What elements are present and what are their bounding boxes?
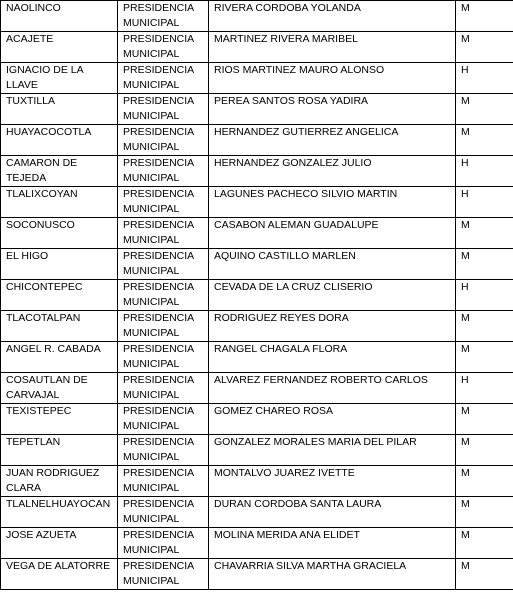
gender-cell: M bbox=[456, 32, 513, 63]
gender-cell: M bbox=[456, 466, 513, 497]
municipality-cell: JUAN RODRIGUEZ CLARA bbox=[1, 466, 118, 497]
gender-cell: H bbox=[456, 63, 513, 94]
position-cell: PRESIDENCIA MUNICIPAL bbox=[118, 125, 209, 156]
municipality-cell: ANGEL R. CABADA bbox=[1, 342, 118, 373]
gender-cell: M bbox=[456, 435, 513, 466]
municipality-cell: TUXTILLA bbox=[1, 94, 118, 125]
candidate-name-cell: HERNANDEZ GUTIERREZ ANGELICA bbox=[209, 125, 456, 156]
candidate-name-cell: ALVAREZ FERNANDEZ ROBERTO CARLOS bbox=[209, 373, 456, 404]
table-row bbox=[1, 280, 513, 311]
position-cell: PRESIDENCIA MUNICIPAL bbox=[118, 280, 209, 311]
position-cell: PRESIDENCIA MUNICIPAL bbox=[118, 528, 209, 559]
position-cell: PRESIDENCIA MUNICIPAL bbox=[118, 311, 209, 342]
table-row bbox=[1, 249, 513, 280]
table-row bbox=[1, 1, 513, 32]
municipality-cell: HUAYACOCOTLA bbox=[1, 125, 118, 156]
position-cell: PRESIDENCIA MUNICIPAL bbox=[118, 497, 209, 528]
position-cell: PRESIDENCIA MUNICIPAL bbox=[118, 249, 209, 280]
table-row bbox=[1, 94, 513, 125]
table-body bbox=[1, 1, 513, 590]
gender-cell: M bbox=[456, 559, 513, 590]
candidate-name-cell: CEVADA DE LA CRUZ CLISERIO bbox=[209, 280, 456, 311]
table-row bbox=[1, 404, 513, 435]
municipality-cell: TLALIXCOYAN bbox=[1, 187, 118, 218]
municipality-cell: ACAJETE bbox=[1, 32, 118, 63]
table-row bbox=[1, 125, 513, 156]
gender-cell: H bbox=[456, 373, 513, 404]
candidate-name-cell: RODRIGUEZ REYES DORA bbox=[209, 311, 456, 342]
table-row bbox=[1, 373, 513, 404]
table-row bbox=[1, 311, 513, 342]
table-row bbox=[1, 559, 513, 590]
gender-cell: H bbox=[456, 280, 513, 311]
candidate-name-cell: RIOS MARTINEZ MAURO ALONSO bbox=[209, 63, 456, 94]
municipality-cell: CHICONTEPEC bbox=[1, 280, 118, 311]
table-row bbox=[1, 63, 513, 94]
gender-cell: M bbox=[456, 94, 513, 125]
municipality-cell: TLALNELHUAYOCAN bbox=[1, 497, 118, 528]
municipality-cell: JOSE AZUETA bbox=[1, 528, 118, 559]
municipality-cell: COSAUTLAN DE CARVAJAL bbox=[1, 373, 118, 404]
municipality-cell: CAMARON DE TEJEDA bbox=[1, 156, 118, 187]
position-cell: PRESIDENCIA MUNICIPAL bbox=[118, 1, 209, 32]
table-row bbox=[1, 32, 513, 63]
gender-cell: M bbox=[456, 404, 513, 435]
position-cell: PRESIDENCIA MUNICIPAL bbox=[118, 466, 209, 497]
gender-cell: M bbox=[456, 218, 513, 249]
table-row bbox=[1, 528, 513, 559]
candidate-name-cell: GONZALEZ MORALES MARIA DEL PILAR bbox=[209, 435, 456, 466]
municipality-cell: TEXISTEPEC bbox=[1, 404, 118, 435]
table-row bbox=[1, 342, 513, 373]
position-cell: PRESIDENCIA MUNICIPAL bbox=[118, 404, 209, 435]
candidate-name-cell: MONTALVO JUAREZ IVETTE bbox=[209, 466, 456, 497]
table-row bbox=[1, 497, 513, 528]
position-cell: PRESIDENCIA MUNICIPAL bbox=[118, 435, 209, 466]
gender-cell: M bbox=[456, 311, 513, 342]
gender-cell: M bbox=[456, 1, 513, 32]
candidate-name-cell: MARTINEZ RIVERA MARIBEL bbox=[209, 32, 456, 63]
candidate-name-cell: RANGEL CHAGALA FLORA bbox=[209, 342, 456, 373]
municipality-cell: VEGA DE ALATORRE bbox=[1, 559, 118, 590]
position-cell: PRESIDENCIA MUNICIPAL bbox=[118, 218, 209, 249]
gender-cell: M bbox=[456, 528, 513, 559]
table-row bbox=[1, 435, 513, 466]
candidate-name-cell: RIVERA CORDOBA YOLANDA bbox=[209, 1, 456, 32]
gender-cell: H bbox=[456, 187, 513, 218]
municipality-cell: SOCONUSCO bbox=[1, 218, 118, 249]
candidate-name-cell: CHAVARRIA SILVA MARTHA GRACIELA bbox=[209, 559, 456, 590]
gender-cell: M bbox=[456, 342, 513, 373]
position-cell: PRESIDENCIA MUNICIPAL bbox=[118, 187, 209, 218]
gender-cell: M bbox=[456, 125, 513, 156]
table-row bbox=[1, 218, 513, 249]
candidate-name-cell: HERNANDEZ GONZALEZ JULIO bbox=[209, 156, 456, 187]
table-row bbox=[1, 187, 513, 218]
candidate-name-cell: AQUINO CASTILLO MARLEN bbox=[209, 249, 456, 280]
position-cell: PRESIDENCIA MUNICIPAL bbox=[118, 559, 209, 590]
position-cell: PRESIDENCIA MUNICIPAL bbox=[118, 94, 209, 125]
gender-cell: M bbox=[456, 497, 513, 528]
candidate-name-cell: PEREA SANTOS ROSA YADIRA bbox=[209, 94, 456, 125]
candidate-name-cell: DURAN CORDOBA SANTA LAURA bbox=[209, 497, 456, 528]
position-cell: PRESIDENCIA MUNICIPAL bbox=[118, 32, 209, 63]
position-cell: PRESIDENCIA MUNICIPAL bbox=[118, 63, 209, 94]
table-row bbox=[1, 156, 513, 187]
gender-cell: M bbox=[456, 249, 513, 280]
municipality-cell: TLACOTALPAN bbox=[1, 311, 118, 342]
position-cell: PRESIDENCIA MUNICIPAL bbox=[118, 156, 209, 187]
municipality-cell: TEPETLAN bbox=[1, 435, 118, 466]
candidate-name-cell: GOMEZ CHAREO ROSA bbox=[209, 404, 456, 435]
table-row bbox=[1, 466, 513, 497]
municipality-cell: IGNACIO DE LA LLAVE bbox=[1, 63, 118, 94]
municipality-cell: EL HIGO bbox=[1, 249, 118, 280]
position-cell: PRESIDENCIA MUNICIPAL bbox=[118, 342, 209, 373]
candidate-name-cell: LAGUNES PACHECO SILVIO MARTIN bbox=[209, 187, 456, 218]
position-cell: PRESIDENCIA MUNICIPAL bbox=[118, 373, 209, 404]
candidate-name-cell: MOLINA MERIDA ANA ELIDET bbox=[209, 528, 456, 559]
candidate-name-cell: CASABON ALEMAN GUADALUPE bbox=[209, 218, 456, 249]
municipality-cell: NAOLINCO bbox=[1, 1, 118, 32]
gender-cell: H bbox=[456, 156, 513, 187]
